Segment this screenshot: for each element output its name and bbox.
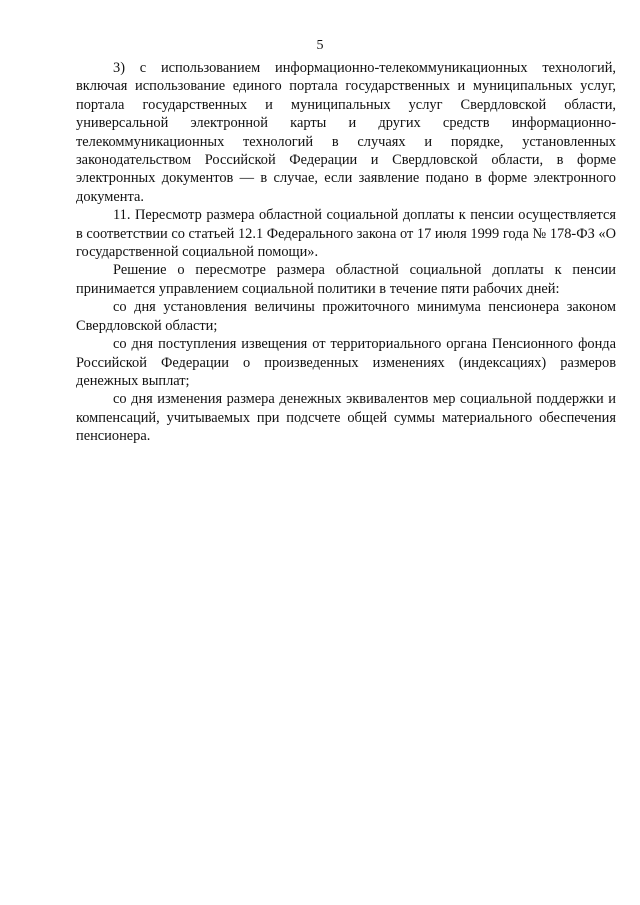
list-item-subsistence-minimum: со дня установления величины прожиточного минимума пенсионера законом Свердловской области; xyxy=(76,299,616,334)
page-number: 5 xyxy=(316,38,324,53)
paragraph-decision-timeframe: Решение о пересмотре размера областной социальной доплаты к пенсии принимается управлением социальной политики в течение пяти рабочих дней: xyxy=(76,262,616,297)
list-item-pension-fund-notice: со дня поступления извещения от территориального органа Пенсионного фонда Российской Федерации о произведенных изменениях (индексациях) размеров денежных выплат; xyxy=(76,336,616,389)
paragraph-electronic-documents: 3) с использованием информационно-телекоммуникационных технологий, включая использование единого портала государственных и муниципальных услуг, портала государственных и муниципальных услуг Свердловской области, универсальной электронной карты и других средств информационно-телекоммуникационных технологий в случаях и порядке, установленных законодательством Российской Федерации и Свердловской области, в форме электронных документов — в случае, если заявление подано в форме электронного документа. xyxy=(76,60,616,205)
paragraph-recalculation-clause-11: 11. Пересмотр размера областной социальной доплаты к пенсии осуществляется в соответствии со статьей 12.1 Федерального закона от 17 июля 1999 года № 178-ФЗ «О государственной социальной помощи». xyxy=(76,207,616,261)
document-body xyxy=(76,59,616,446)
list-item-social-support-change: со дня изменения размера денежных эквивалентов мер социальной поддержки и компенсаций, учитываемых при подсчете общей суммы материального обеспечения пенсионера. xyxy=(76,391,616,445)
